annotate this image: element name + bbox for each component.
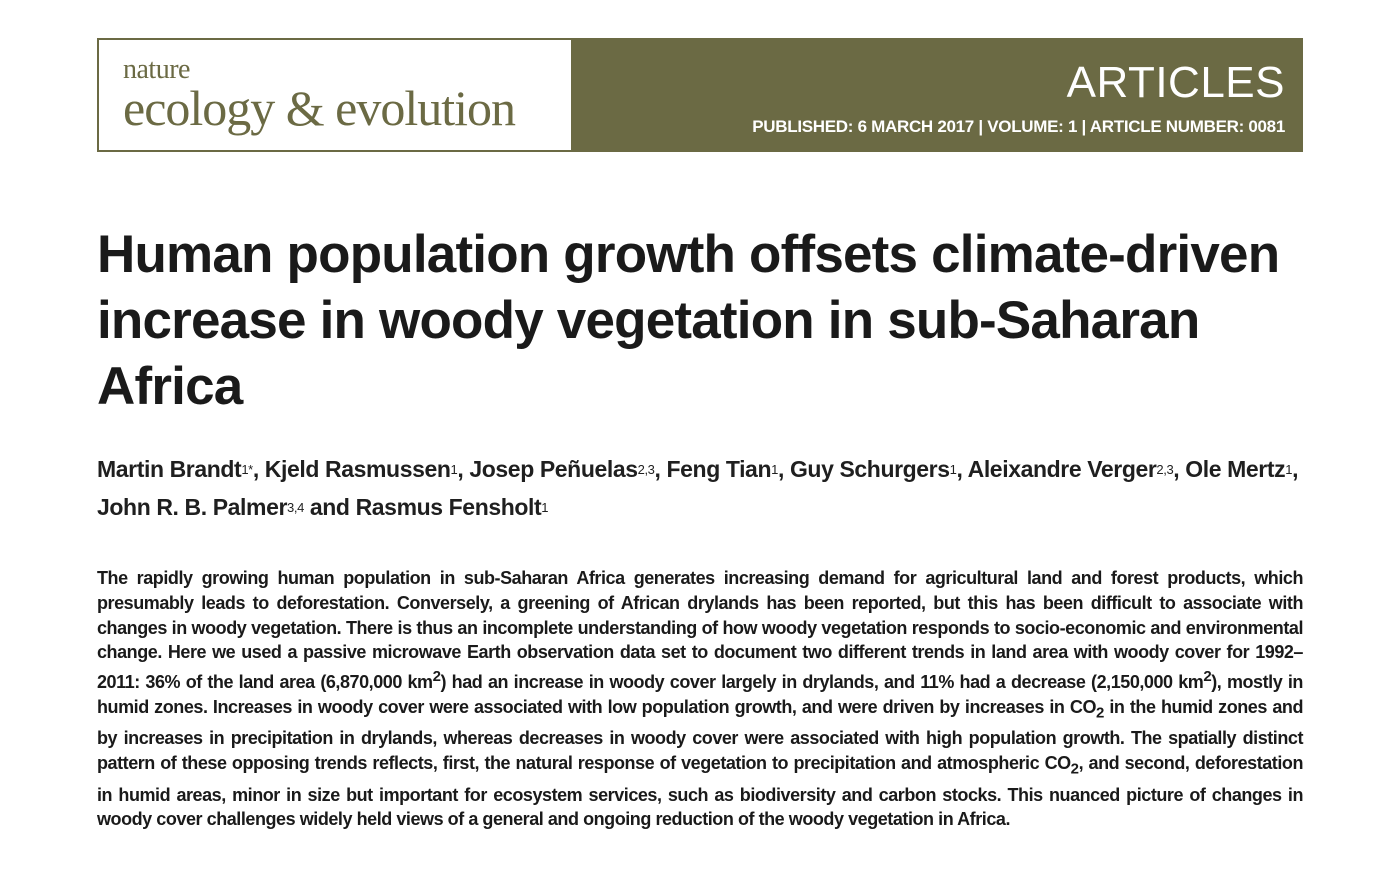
subscript: 2 [1070, 760, 1079, 778]
section-label: ARTICLES [1066, 58, 1285, 107]
author-name: Rasmus Fensholt [355, 494, 542, 520]
abstract-text: ) had an increase in woody cover largely in drylands, and 11% had a decrease (2,150,000 km [440, 672, 1204, 693]
author-separator: , [1173, 456, 1186, 482]
author-affiliation: 2,3 [1156, 462, 1174, 477]
journal-name-subtitle: ecology & evolution [123, 80, 516, 136]
author-separator: , [252, 456, 265, 482]
abstract-text: in the humid zones and by increases in precipitation in drylands, whereas decreases in woody cover were associated with high population growth. The spatially distinct pattern of these opposing trends reflects, first, the natural response of vegetation to precipitation and atmospheric CO [97, 696, 1304, 774]
author-name: Josep Peñuelas [469, 456, 638, 482]
article-title: Human population growth offsets climate-driven increase in woody vegetation in sub-Saharan Africa [97, 225, 1280, 416]
author-affiliation: 1 [949, 462, 957, 477]
abstract-text: , and second, deforestation in humid areas, minor in size but important for ecosystem services, such as biodiversity and carbon stocks. This nuanced picture of changes in woody cover challenges widely held views of a general and ongoing reduction of the woody vegetation in Africa. [97, 753, 1303, 830]
journal-masthead [97, 38, 1303, 152]
author-affiliation: 1 [1285, 462, 1293, 477]
author-separator: , [777, 456, 790, 482]
author-affiliation: 1 [541, 500, 549, 515]
superscript: 2 [1203, 668, 1212, 686]
author-name: Ole Mertz [1185, 456, 1286, 482]
author-name: Martin Brandt [97, 456, 242, 482]
author-name: John R. B. Palmer [97, 494, 288, 520]
abstract-text: The rapidly growing human population in sub-Saharan Africa generates increasing demand for agricultural land and forest products, which presumably leads to deforestation. Conversely, a greening of African drylands has been reported, but this has been difficult to associate with changes in woody vegetation. There is thus an incomplete understanding of how woody vegetation responds to socio-economic and environmental change. Here we used a passive microwave Earth observation data set to document two different trends in land area with woody cover for 1992–2011: 36% of the land area (6,870,000 km [97, 568, 1303, 693]
superscript: 2 [432, 668, 441, 686]
author-affiliation: 2,3 [637, 462, 655, 477]
journal-name-nature: nature [123, 54, 190, 85]
publication-info: PUBLISHED: 6 MARCH 2017 | VOLUME: 1 | ARTICLE NUMBER: 0081 [752, 117, 1285, 136]
author-affiliation: 3,4 [287, 500, 304, 515]
author-affiliation: 1* [241, 462, 253, 477]
abstract [97, 566, 1303, 832]
author-separator: and [303, 494, 356, 520]
abstract-text: ), mostly in humid zones. Increases in woody cover were associated with low population growth, and were driven by increases in CO [97, 672, 1303, 717]
author-name: Aleixandre Verger [967, 456, 1157, 482]
author-separator: , [654, 456, 667, 482]
author-name: Feng Tian [666, 456, 772, 482]
author-name: Guy Schurgers [789, 456, 950, 482]
author-name: Kjeld Rasmussen [264, 456, 451, 482]
author-separator: , [457, 456, 470, 482]
subscript: 2 [1096, 704, 1104, 722]
author-separator: , [1292, 456, 1299, 482]
journal-logo [97, 38, 573, 152]
author-separator: , [956, 456, 968, 482]
author-affiliation: 1 [771, 462, 778, 477]
author-affiliation: 1 [450, 462, 458, 477]
author-list [97, 450, 1303, 526]
